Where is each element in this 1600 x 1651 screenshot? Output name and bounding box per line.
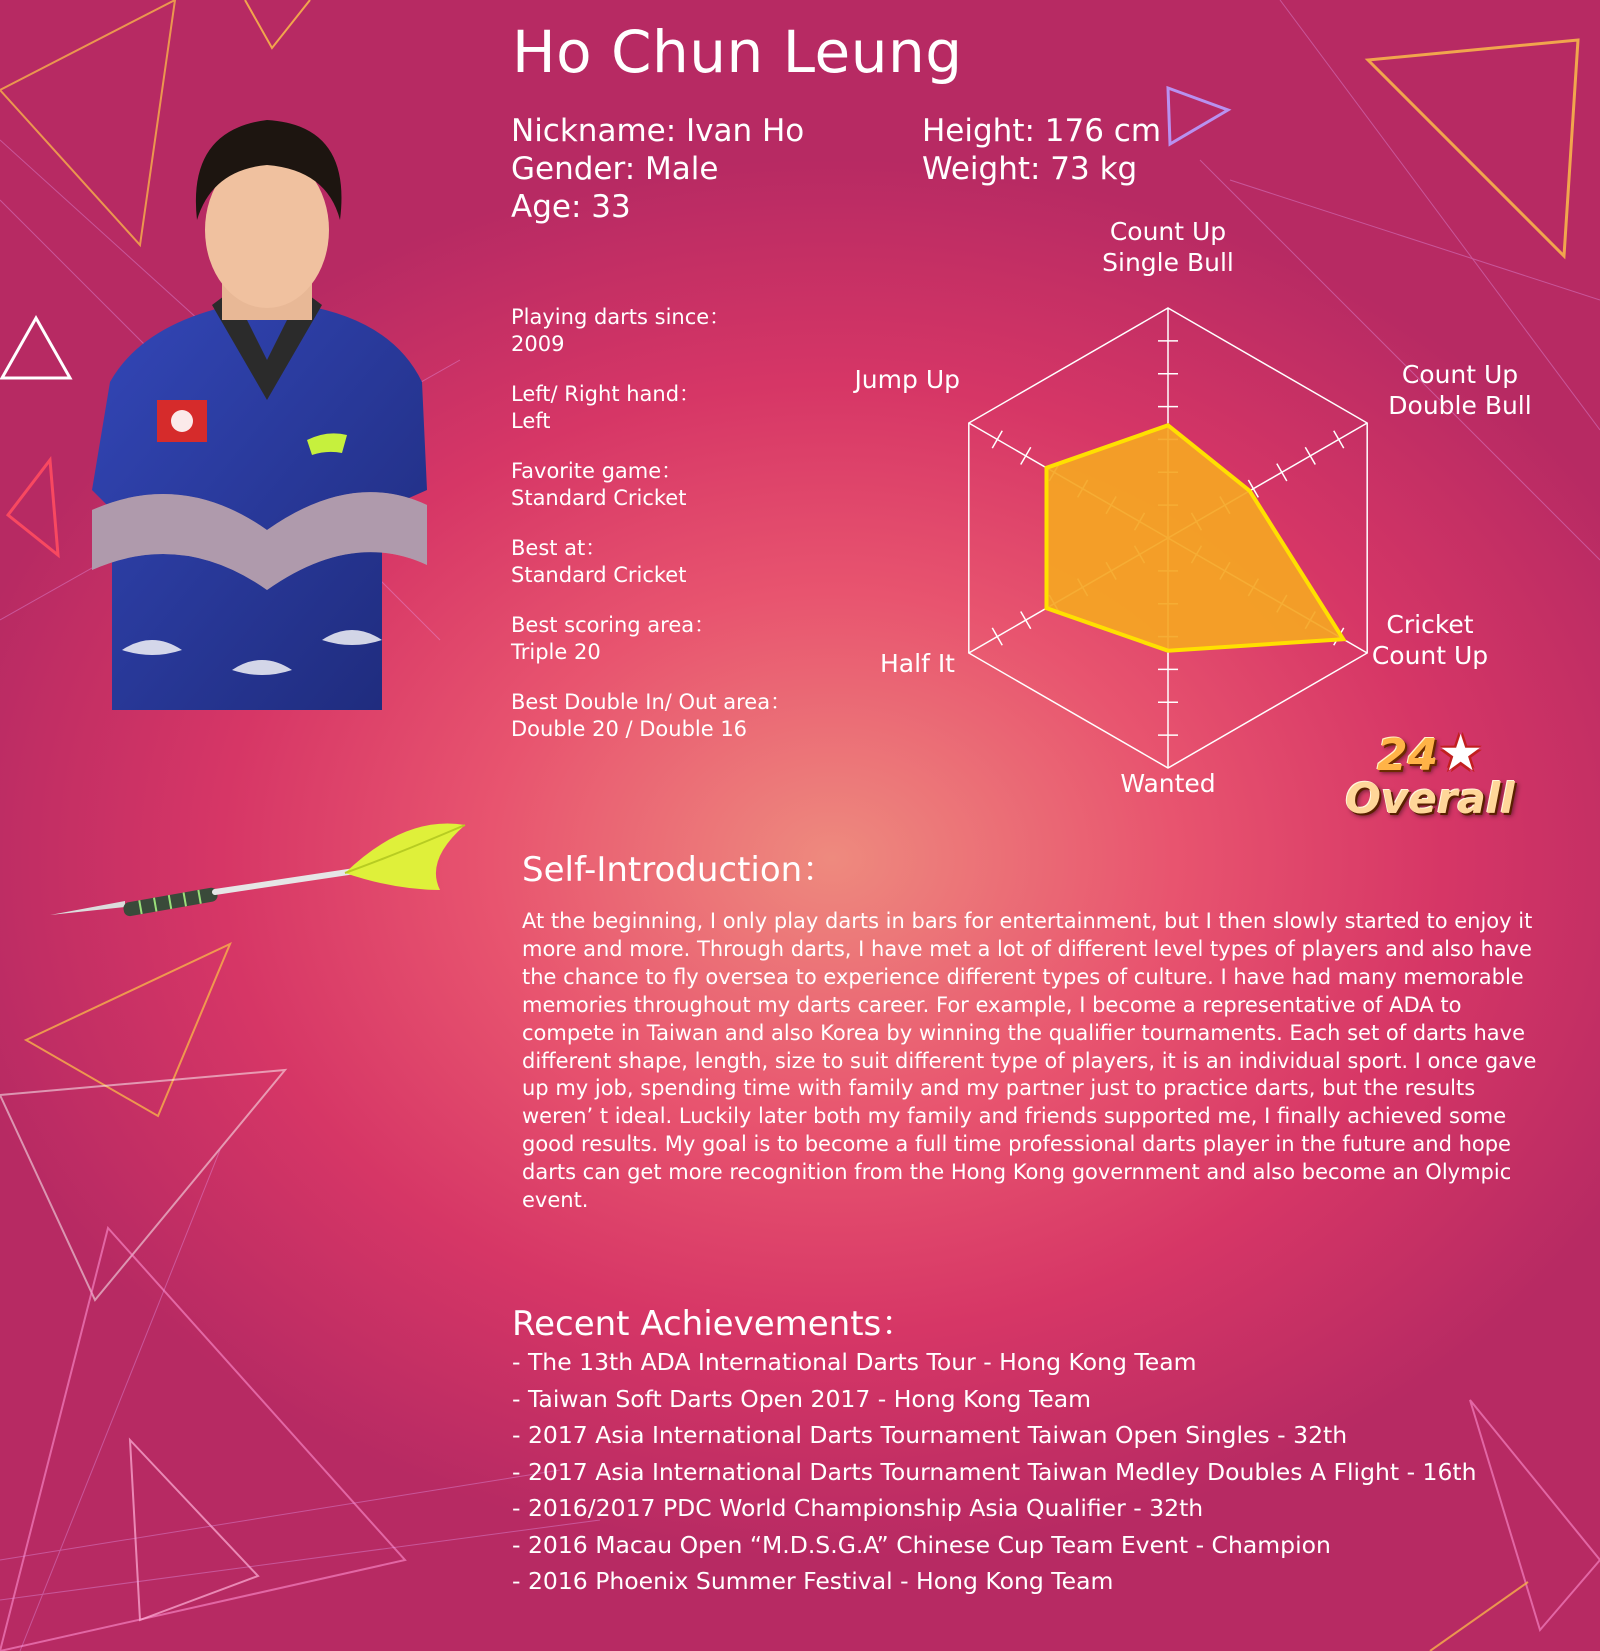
radar-axis-label: Count Up Single Bull bbox=[1102, 220, 1234, 277]
achievements-list bbox=[512, 1344, 1477, 1600]
radar-tick bbox=[1277, 464, 1287, 481]
detail-hand: Left/ Right hand： Left bbox=[511, 382, 701, 433]
detail-best-at: Best at： Standard Cricket bbox=[511, 536, 687, 587]
weight: Weight: 73 kg bbox=[922, 151, 1138, 187]
list-item: - 2017 Asia International Darts Tournament Taiwan Medley Doubles A Flight - 16th bbox=[512, 1457, 1477, 1486]
detail-best-double-area: Best Double In/ Out area： Double 20 / Double 16 bbox=[511, 690, 792, 741]
list-item: - The 13th ADA International Darts Tour - Hong Kong Team bbox=[512, 1348, 1197, 1376]
list-item: - 2016 Phoenix Summer Festival - Hong Kong Team bbox=[512, 1567, 1114, 1595]
achievements-title: Recent Achievements： bbox=[512, 1304, 916, 1344]
radar-tick bbox=[1021, 611, 1031, 628]
radar-axis-label: Cricket Count Up bbox=[1371, 610, 1489, 670]
age: Age: 33 bbox=[511, 189, 631, 225]
radar-axis-label: Jump Up bbox=[854, 365, 960, 394]
basic-info-left bbox=[511, 112, 804, 226]
self-intro-title: Self-Introduction： bbox=[522, 850, 837, 890]
radar-tick bbox=[1334, 431, 1344, 448]
list-item: - 2017 Asia International Darts Tournament Taiwan Open Singles - 32th bbox=[512, 1421, 1348, 1449]
dart-icon bbox=[45, 815, 475, 925]
radar-axis-label: Count Up Double Bull bbox=[1388, 360, 1532, 420]
rating-label: Overall bbox=[1345, 774, 1515, 823]
detail-favorite-game: Favorite game： Standard Cricket bbox=[511, 459, 687, 510]
detail-best-scoring-area: Best scoring area： Triple 20 bbox=[511, 613, 716, 664]
height: Height: 176 cm bbox=[922, 113, 1162, 149]
nickname: Nickname: Ivan Ho bbox=[511, 113, 805, 149]
detail-playing-since: Playing darts since： 2009 bbox=[511, 305, 731, 356]
radar-tick bbox=[1305, 447, 1315, 464]
list-item: - Taiwan Soft Darts Open 2017 - Hong Kong Team bbox=[512, 1384, 1092, 1413]
rating-value: 24 bbox=[1376, 730, 1439, 781]
radar-data-area bbox=[1046, 425, 1343, 650]
radar-tick bbox=[1021, 447, 1031, 464]
overall-rating-badge bbox=[1330, 724, 1530, 823]
player-details bbox=[511, 304, 841, 766]
list-item: - 2016/2017 PDC World Championship Asia Qualifier - 32th bbox=[512, 1494, 1204, 1522]
basic-info-right bbox=[922, 112, 1161, 188]
radar-tick bbox=[992, 431, 1002, 448]
radar-axis-label: Wanted bbox=[1120, 769, 1216, 798]
list-item: - 2016 Macau Open “M.D.S.G.A” Chinese Cup Team Event - Champion bbox=[512, 1530, 1331, 1559]
radar-tick bbox=[992, 628, 1002, 645]
gender: Gender: Male bbox=[511, 151, 719, 187]
player-photo bbox=[82, 110, 452, 746]
self-intro-text: At the beginning, I only play darts in bars for entertainment, but I then slowly started to enjoy it more and more. Through darts, I have met a lot of different level types of players and also have the chance to fly oversea to experience different types of culture. I have had many memorable memories throughout my darts career. For example, I become a representative of ADA to compete in Taiwan and also Korea by winning the qualifier tournaments. Each set of darts have different shape, length, size to suit different type of players, it is an individual sport. I once gave up my job, spending time with family and my partner just to practice darts, but the results weren’ t ideal. Luckily later both my family and friends supported me, I finally achieved some good results. My goal is to become a full time professional darts player in the future and hope darts can get more recognition from the Hong Kong government and also become an Olympic event. bbox=[522, 909, 1537, 1213]
star-icon: ★ bbox=[1438, 724, 1484, 782]
radar-axis-label: Half It bbox=[880, 649, 955, 678]
player-name: Ho Chun Leung bbox=[512, 18, 963, 86]
